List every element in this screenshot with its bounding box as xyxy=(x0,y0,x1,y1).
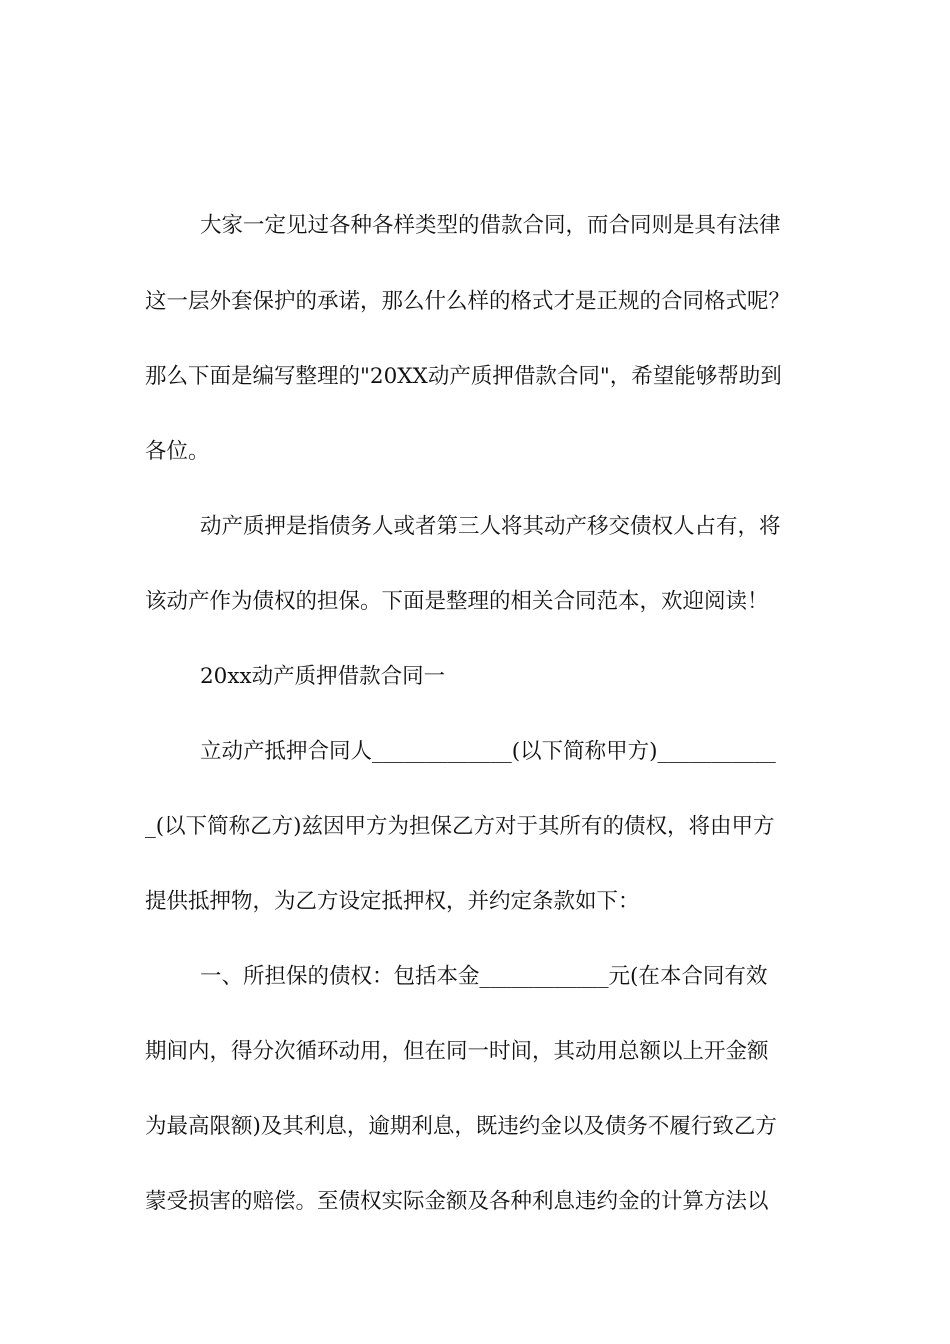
text-line: 提供抵押物，为乙方设定抵押权，并约定条款如下： xyxy=(145,889,640,914)
text-line: 各位。 xyxy=(145,439,210,464)
text-line: 大家一定见过各种各样类型的借款合同，而合同则是具有法律 xyxy=(200,213,781,238)
text-line: 立动产抵押合同人_____________(以下简称甲方)___________ xyxy=(200,739,776,764)
text-line: _(以下简称乙方)兹因甲方为担保乙方对于其所有的债权，将由甲方 xyxy=(145,814,775,839)
text-line: 那么下面是编写整理的"20XX动产质押借款合同"，希望能够帮助到 xyxy=(145,364,782,389)
text-line: 动产质押是指债务人或者第三人将其动产移交债权人占有，将 xyxy=(200,514,781,539)
text-line: 一、所担保的债权：包括本金____________元(在本合同有效 xyxy=(200,964,768,989)
text-line: 这一层外套保护的承诺，那么什么样的格式才是正规的合同格式呢？ xyxy=(145,289,791,314)
text-line: 该动产作为债权的担保。下面是整理的相关合同范本，欢迎阅读！ xyxy=(145,589,769,614)
section-heading: 20xx动产质押借款合同一 xyxy=(200,664,446,689)
text-line: 期间内，得分次循环动用，但在同一时间，其动用总额以上开金额 xyxy=(145,1039,769,1064)
text-line: 为最高限额)及其利息，逾期利息，既违约金以及债务不履行致乙方 xyxy=(145,1114,777,1139)
text-line: 蒙受损害的赔偿。至债权实际金额及各种利息违约金的计算方法以 xyxy=(145,1189,769,1214)
